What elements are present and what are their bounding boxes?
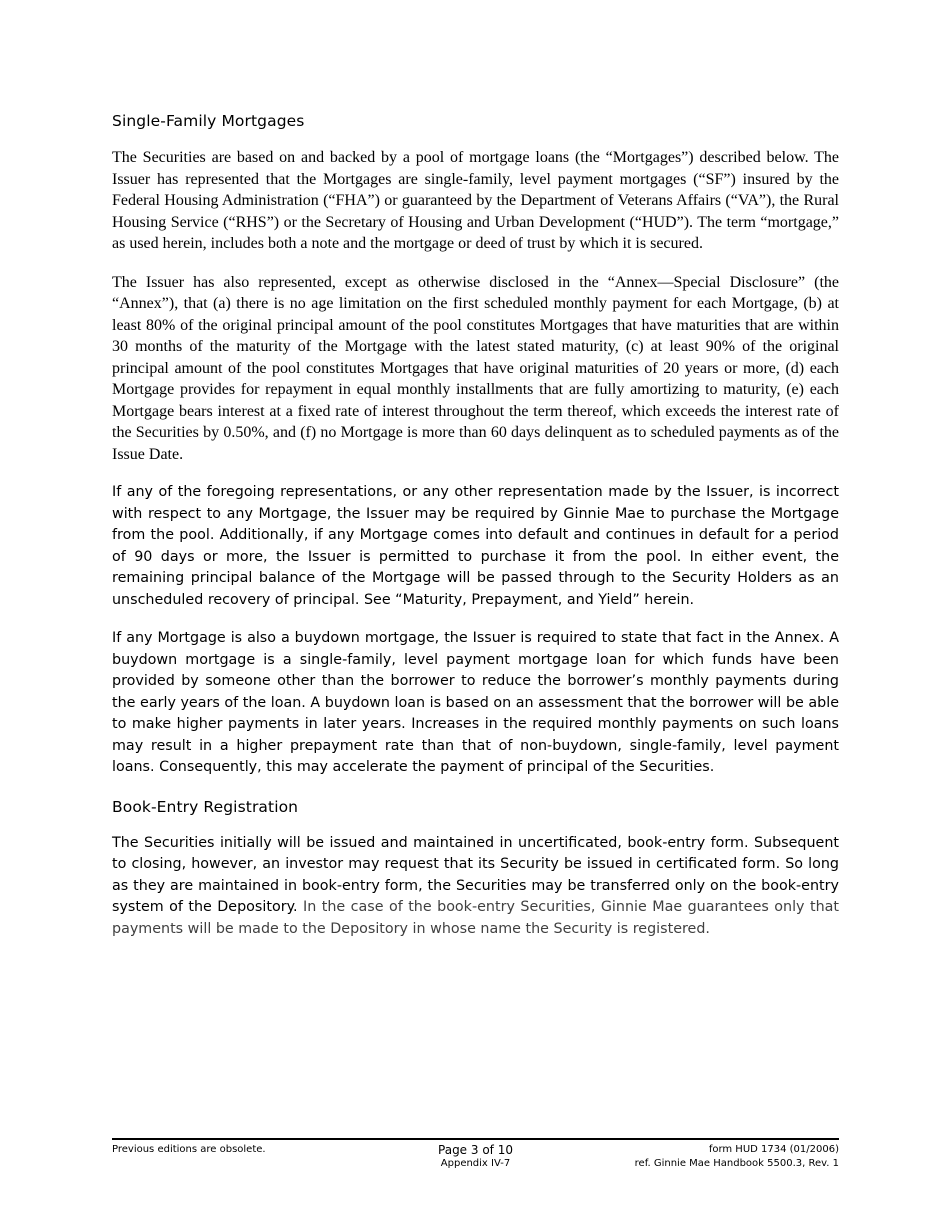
- footer-right: [599, 1143, 839, 1171]
- paragraph-issuer-representations: The Issuer has also represented, except as otherwise disclosed in the “Annex—Special Disclosure” (the “Annex”), that (a) there is no age limitation on the first scheduled monthly payment for each Mortgage, (b) at least 80% of the original principal amount of the pool constitutes Mortgages that have maturities that are within 30 months of the maturity of the Mortgage with the latest stated maturity, (c) at least 90% of the original principal amount of the pool constitutes Mortgages that have original maturities of 20 years or more, (d) each Mortgage provides for repayment in equal monthly installments that are fully amortizing to maturity, (e) each Mortgage bears interest at a fixed rate of interest throughout the term thereof, which exceeds the interest rate of the Securities by 0.50%, and (f) no Mortgage is more than 60 days delinquent as to scheduled payments as of the Issue Date.: [112, 273, 839, 463]
- footer-form-number: form HUD 1734 (01/2006): [708, 1144, 839, 1155]
- section-heading-book-entry-registration: Book-Entry Registration: [112, 797, 299, 816]
- book-entry-guarantee-text: In the case of the book-entry Securities, Ginnie Mae guarantees only that payments will be made to the Depository in whose name the Security is registered.: [112, 899, 840, 937]
- footer-handbook-ref: ref. Ginnie Mae Handbook 5500.3, Rev. 1: [634, 1158, 839, 1169]
- section-heading-single-family-mortgages: Single-Family Mortgages: [112, 112, 305, 130]
- paragraph-book-entry: [112, 833, 839, 941]
- paragraph-buydown-mortgage: If any Mortgage is also a buydown mortgage, the Issuer is required to state that fact in the Annex. A buydown mortgage is a single-family, level payment mortgage loan for which funds have been provided by someone other than the borrower to reduce the borrower’s monthly payments during the early years of the loan. A buydown loan is based on an assessment that the borrower will be able to make higher payments in later years. Increases in the required monthly payments on such loans may result in a higher prepayment rate than that of non-buydown, single-family, level payment loans. Consequently, this may accelerate the payment of principal of the Securities.: [112, 630, 839, 775]
- footer-center: [356, 1143, 596, 1171]
- footer-obsolete-notice: Previous editions are obsolete.: [112, 1144, 266, 1155]
- document-body: [112, 110, 839, 957]
- footer-page-number: Page 3 of 10: [438, 1143, 513, 1157]
- book-entry-main-text: The Securities initially will be issued and maintained in uncertificated, book-entry form. Subsequent to closing, however, an investor may request that its Security be issued in certificated form. So long as they are maintained in book-entry form, the Securities may be transferred only on the book-entry system of the Depository.: [112, 834, 839, 915]
- paragraph-securities-backing: The Securities are based on and backed by a pool of mortgage loans (the “Mortgages”) described below. The Issuer has represented that the Mortgages are single-family, level payment mortgages (“SF”) insured by the Federal Housing Administration (“FHA”) or guaranteed by the Department of Veterans Affairs (“VA”), the Rural Housing Service (“RHS”) or the Secretary of Housing and Urban Development (“HUD”). The term “mortgage,” as used herein, includes both a note and the mortgage or deed of trust by which it is secured.: [112, 149, 839, 252]
- footer-appendix: Appendix IV-7: [440, 1158, 511, 1169]
- paragraph-incorrect-representation: If any of the foregoing representations, or any other representation made by the Issuer, is incorrect with respect to any Mortgage, the Issuer may be required by Ginnie Mae to purchase the Mortgage from the pool. Additionally, if any Mortgage comes into default and continues in default for a period of 90 days or more, the Issuer is permitted to purchase it from the pool. In either event, the remaining principal balance of the Mortgage will be passed through to the Security Holders as an unscheduled recovery of principal. See “Maturity, Prepayment, and Yield” herein.: [112, 484, 839, 608]
- page-footer: [112, 1138, 839, 1171]
